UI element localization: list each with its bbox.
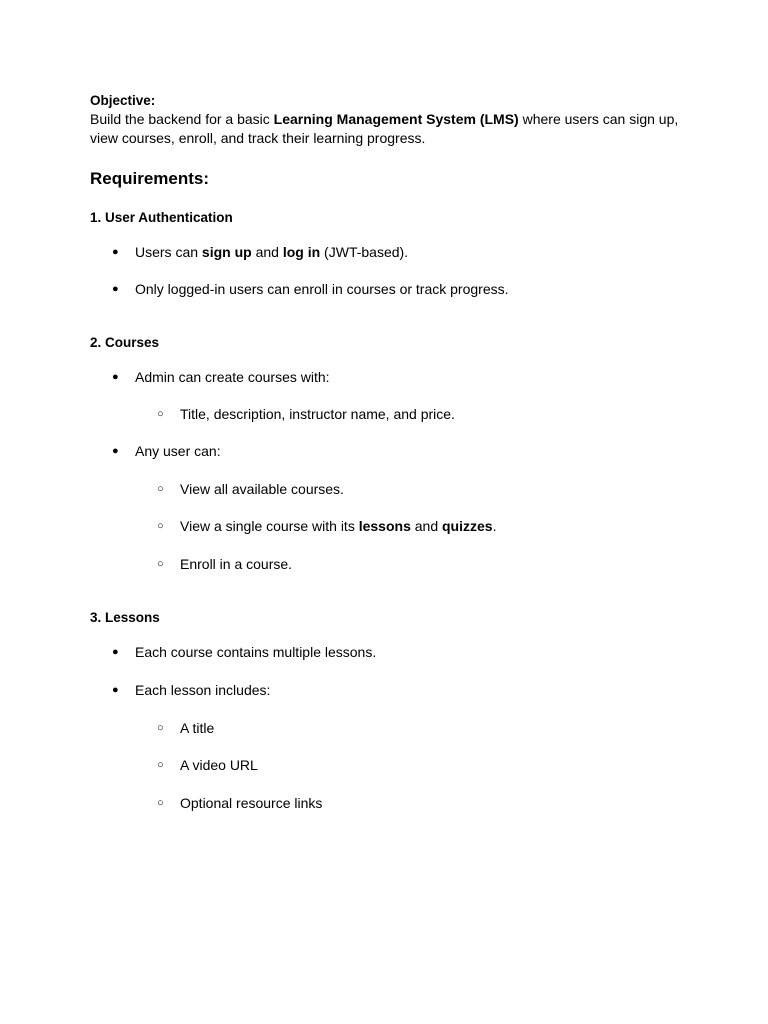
sub-list-item [90,719,690,737]
bullet-icon: ● [112,283,119,295]
bullet-icon: ● [112,445,119,457]
sub-list-item [90,794,690,812]
lessons-bold: lessons [358,518,411,534]
list-item [90,280,690,298]
sub-list-item-text: Optional resource links [180,795,323,811]
list-item-text: and [251,244,283,260]
document-page [90,92,690,812]
list-item-text: Each lesson includes: [135,682,271,698]
section-heading-lessons: 3. Lessons [90,610,160,625]
requirements-heading: Requirements: [90,169,210,188]
bullet-icon: ● [112,246,119,258]
objective-label: Objective: [90,93,156,108]
sub-bullet-icon: ○ [157,759,164,771]
list-item-text: Only logged-in users can enroll in courses or track progress. [135,281,509,297]
sub-list-item [90,756,690,774]
sign-up-bold: sign up [201,244,252,260]
sub-list-item-text: A video URL [180,757,258,773]
sub-list-item-text: . [492,518,497,534]
bullet-icon: ● [112,646,119,658]
sub-bullet-icon: ○ [157,483,164,495]
quizzes-bold: quizzes [442,518,493,534]
list-item [90,243,690,261]
list-item-text: Users can [135,244,202,260]
list-item-text: Admin can create courses with: [135,369,330,385]
sub-bullet-icon: ○ [157,408,164,420]
sub-list-item [90,555,690,573]
section-heading-courses: 2. Courses [90,335,160,350]
sub-bullet-icon: ○ [157,797,164,809]
sub-list-item-text: A title [180,720,215,736]
sub-list-item-text: View all available courses. [180,481,344,497]
section-heading-auth: 1. User Authentication [90,210,233,225]
list-item [90,368,690,386]
sub-list-item-text: View a single course with its [180,518,359,534]
list-item-text: (JWT-based). [320,244,409,260]
list-item [90,643,690,661]
lms-bold-term: Learning Management System (LMS) [273,111,519,127]
log-in-bold: log in [282,244,321,260]
objective-text [90,110,690,148]
bullet-icon: ● [112,684,119,696]
sub-bullet-icon: ○ [157,722,164,734]
sub-list-item [90,405,690,423]
list-item [90,681,690,699]
sub-bullet-icon: ○ [157,520,164,532]
sub-list-item-text: Enroll in a course. [180,556,293,572]
sub-list-item-text: Title, description, instructor name, and price. [180,406,455,422]
sub-bullet-icon: ○ [157,558,164,570]
sub-list-item [90,480,690,498]
list-item [90,442,690,460]
list-item-text: Any user can: [135,443,221,459]
sub-list-item-text: and [410,518,442,534]
objective-text-part: Build the backend for a basic [90,111,274,127]
list-item-text: Each course contains multiple lessons. [135,644,377,660]
bullet-icon: ● [112,371,119,383]
objective-text-part: where users can sign up, view courses, enroll, and track their learning progress. [90,111,679,146]
sub-list-item [90,517,690,535]
